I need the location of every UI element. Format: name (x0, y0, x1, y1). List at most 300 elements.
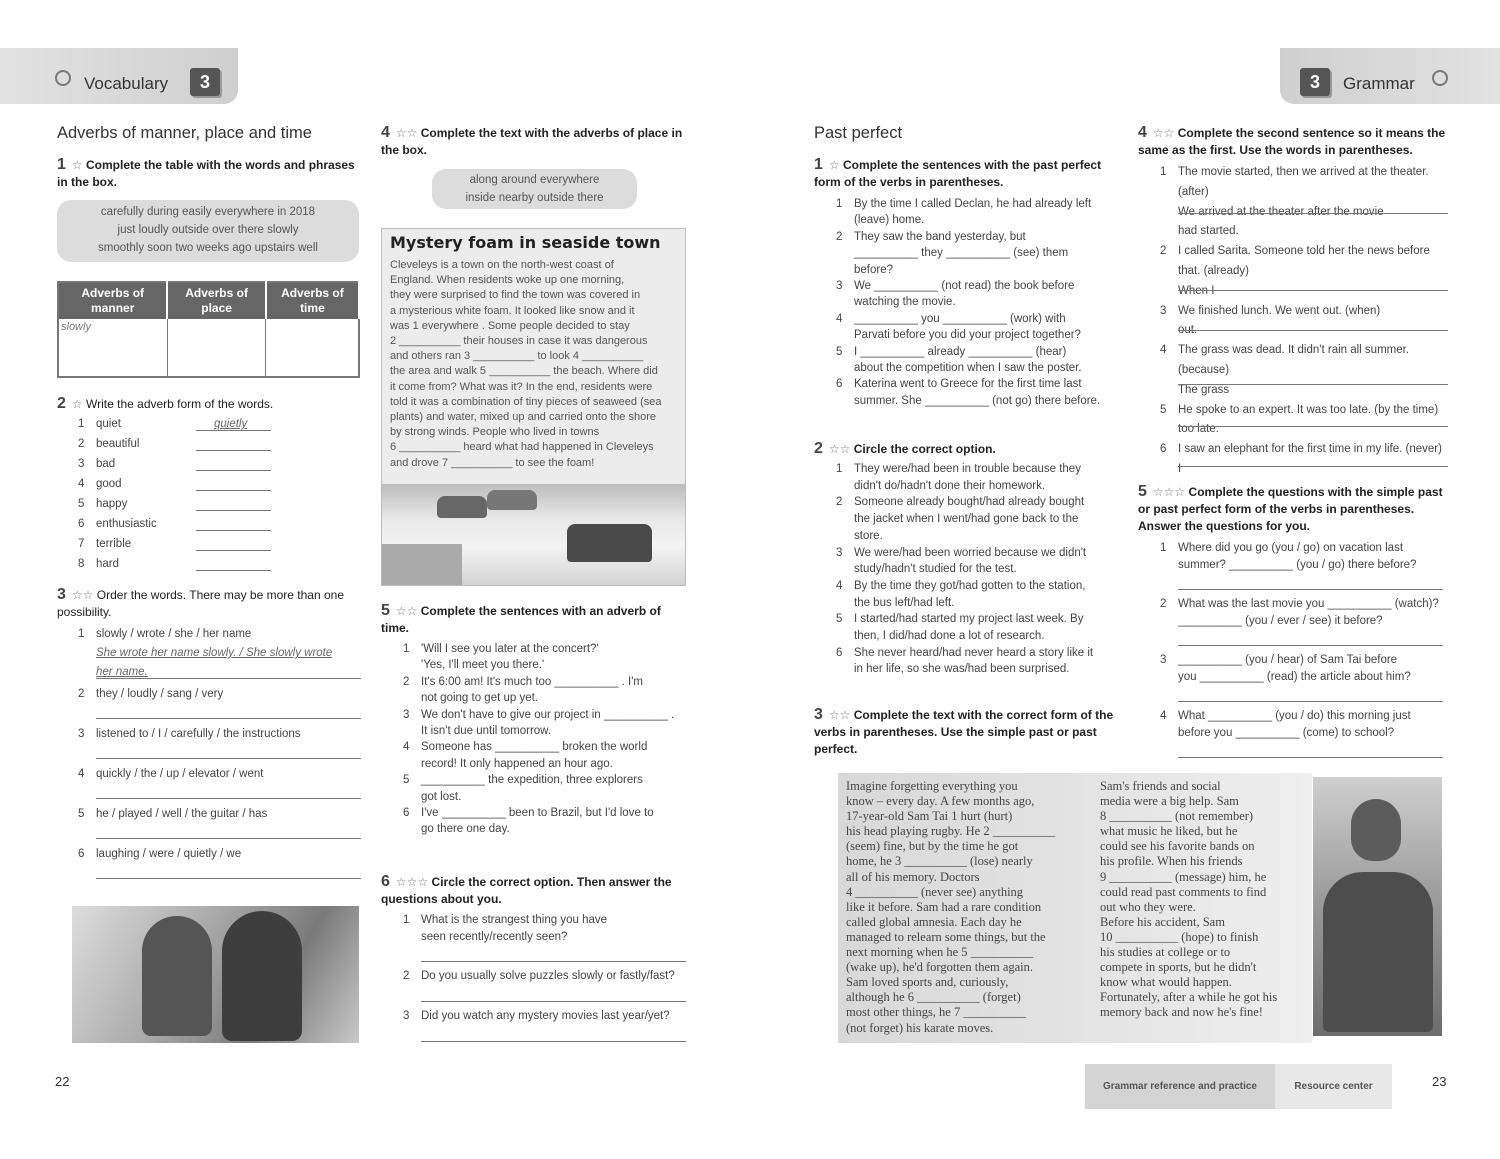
exercise-3-heading: 3 ☆☆ Complete the text with the correct form of the verbs in parentheses. Use the simple past or past perfect. (814, 706, 1114, 756)
article-line: Cleveleys is a town on the north-west coast of (390, 259, 614, 271)
item-text: What is the strangest thing you have (421, 914, 608, 926)
item-number: 3 (403, 1010, 410, 1022)
list-item (1160, 223, 1455, 239)
item-text: They saw the band yesterday, but (854, 230, 1026, 243)
item-number: 2 (1160, 245, 1167, 258)
person-silhouette (142, 916, 212, 1036)
car (487, 490, 537, 510)
item-text: listened to / I / carefully / the instructions (96, 728, 301, 740)
story-line: his profile. When his friends (1100, 854, 1243, 869)
table-header: Adverbs of manner (58, 282, 167, 319)
list-item (1160, 243, 1455, 259)
answer-line (421, 1041, 686, 1042)
exercise-5-heading: 5 ☆☆☆ Complete the questions with the simple past or past perfect form of the verbs in parentheses. Answer the questions for you. (1138, 483, 1443, 533)
section-title: Past perfect (814, 124, 903, 142)
list-item (403, 912, 693, 928)
exercise-4-heading: 4 ☆☆ Complete the text with the adverbs of place in the box. (381, 124, 683, 157)
list-item (1160, 184, 1455, 200)
item-text: The grass was dead. It didn't rain all summer. (1178, 344, 1410, 357)
page-number: 22 (55, 1074, 70, 1089)
item-number: 1 (403, 914, 410, 926)
item-text: I started/had started my project last week. By (854, 613, 1084, 626)
item-word: hard (96, 558, 120, 570)
item-text: summer. She __________ (not go) there before. (854, 394, 1101, 407)
item-text: had started. (1178, 225, 1239, 238)
list-item (78, 846, 358, 862)
item-text: What was the last movie you __________ (watch)? (1178, 598, 1439, 610)
item-number: 2 (836, 230, 843, 243)
item-text: you __________ (read) the article about him? (1178, 671, 1411, 683)
item-text: the jacket when I went/had gone back to the (854, 513, 1079, 526)
car (567, 524, 652, 562)
item-text: he / played / well / the guitar / has (96, 808, 268, 820)
item-number: 6 (1160, 443, 1167, 456)
list-item (836, 311, 1126, 327)
item-text: __________ they __________ (see) them (854, 247, 1069, 260)
item-text: watching the movie. (854, 296, 956, 309)
story-line: could read past comments to find (1100, 884, 1267, 899)
singing-photo (72, 906, 359, 1043)
item-number: 5 (78, 498, 85, 510)
article-line: and drove 7 __________ to see the foam! (390, 456, 595, 469)
list-item (836, 561, 1126, 577)
item-text: laughing / were / quietly / we (96, 848, 242, 860)
list-item (1160, 441, 1455, 457)
list-item (403, 772, 688, 788)
table-header: Adverbs of time (266, 282, 359, 319)
item-number: 3 (1160, 654, 1167, 666)
item-text: We were/had been worried because we didn't (854, 546, 1087, 559)
item-number: 5 (78, 808, 85, 820)
item-text: What __________ (you / do) this morning just (1178, 710, 1411, 722)
list-item (1160, 303, 1455, 319)
story-line: 8 __________ (not remember) (1100, 809, 1254, 824)
list-item (836, 376, 1126, 392)
item-word: bad (96, 458, 116, 470)
item-text: Parvati before you did your project together? (854, 329, 1081, 342)
list-item (836, 461, 1126, 477)
adverbs-table (57, 281, 360, 378)
story-line: Before his accident, Sam (1100, 914, 1225, 929)
list-item (836, 511, 1126, 527)
item-word: happy (96, 498, 128, 510)
item-text: quickly / the / up / elevator / went (96, 768, 264, 780)
list-item (1160, 461, 1455, 477)
item-text: Someone already bought/had already bought (854, 496, 1085, 509)
list-item (836, 494, 1126, 510)
answer-line (1178, 701, 1443, 702)
head-silhouette (1351, 799, 1401, 861)
item-text: before? (854, 263, 894, 276)
item-number: 2 (403, 675, 410, 688)
item-text: they / loudly / sang / very (96, 688, 224, 700)
table-header: Adverbs of place (167, 282, 265, 319)
list-item (1160, 402, 1455, 418)
item-number: 6 (78, 848, 85, 860)
answer-example: quietly (214, 418, 248, 430)
item-text: (leave) home. (854, 214, 925, 227)
item-text: summer? __________ (you / go) there before? (1178, 559, 1417, 571)
story-line: called global amnesia. Each day he (846, 914, 1022, 929)
item-text: in her life, so she was/had been surprised. (854, 663, 1070, 676)
item-text: not going to get up yet. (421, 692, 539, 705)
list-item (836, 661, 1126, 677)
item-number: 1 (78, 628, 85, 640)
item-number: 4 (1160, 344, 1167, 357)
item-number: 7 (78, 538, 85, 550)
list-item (403, 723, 688, 739)
article-line: England. When residents woke up one morning, (390, 274, 625, 287)
answer-line (421, 1001, 686, 1002)
item-text: 'Will I see you later at the concert?' (421, 643, 599, 655)
item-number: 3 (1160, 304, 1167, 317)
story-line: home, he 3 __________ (lose) nearly (846, 854, 1033, 869)
story-line: Sam loved sports and, curiously, (846, 975, 1009, 990)
exercise-1-heading: 1 ☆ Complete the sentences with the past perfect form of the verbs in parentheses. (814, 156, 1102, 189)
item-text: Someone has __________ broken the world (421, 741, 648, 754)
item-number: 2 (78, 688, 85, 700)
list-item (836, 628, 1126, 644)
item-number: 4 (836, 579, 843, 592)
item-word: enthusiastic (96, 518, 157, 530)
item-word: good (96, 478, 122, 490)
list-item (403, 707, 688, 723)
list-item (836, 528, 1126, 544)
exercise-5-heading: 5 ☆☆ Complete the sentences with an adverb of time. (381, 602, 661, 635)
list-item (836, 344, 1126, 360)
item-number: 1 (836, 198, 843, 210)
article-line: and others ran 3 __________ to look 4 __________ (390, 350, 644, 363)
list-item (1160, 669, 1455, 685)
list-item (403, 657, 688, 673)
item-number: 4 (78, 768, 85, 780)
story-line: 4 __________ (never see) anything (846, 884, 1024, 899)
story-line: 17-year-old Sam Tai 1 hurt (hurt) (846, 809, 1013, 824)
item-text: out. (1178, 324, 1198, 337)
story-line: (not forget) his karate moves. (846, 1020, 994, 1035)
story-line: (seem) fine, but by the time he got (846, 839, 1019, 854)
item-text: that. (already) (1178, 265, 1249, 277)
item-number: 3 (836, 546, 843, 559)
answer-line (1178, 426, 1448, 427)
item-number: 5 (1160, 403, 1167, 416)
answer-line (196, 570, 271, 571)
item-word: terrible (96, 538, 132, 550)
unit-badge: 3 (1300, 68, 1330, 96)
item-text: before you __________ (come) to school? (1178, 727, 1395, 739)
word-box: carefully during easily everywhere in 2018 just loudly outside over there slowly smoothly soon two weeks ago upstairs well (57, 200, 359, 262)
item-word: beautiful (96, 438, 140, 450)
item-number: 4 (403, 741, 410, 754)
item-text: It's 6:00 am! It's much too __________ . I'm (421, 675, 644, 688)
answer-example: She wrote her name slowly. / She slowly wrote (96, 647, 333, 659)
item-number: 2 (836, 496, 843, 509)
exercise-6-heading: 6 ☆☆☆ Circle the correct option. Then answer the questions about you. (381, 873, 672, 906)
spiral-icon (1432, 70, 1448, 86)
person-silhouette (222, 911, 302, 1041)
article-line: it come from? What was it? In the end, residents were (390, 380, 653, 393)
article-line: told it was a combination of tiny pieces of seaweed (sea (390, 395, 662, 408)
article-line: plants) and water, mixed up and carried onto the shore (390, 411, 656, 424)
answer-line (421, 961, 686, 962)
answer-line (196, 510, 271, 511)
answer-line (96, 838, 361, 839)
article-title: Mystery foam in seaside town (390, 233, 661, 252)
list-item (1160, 708, 1455, 724)
list-item (403, 805, 688, 821)
answer-line (96, 758, 361, 759)
item-text: slowly / wrote / she / her name (96, 628, 252, 640)
list-item (403, 1008, 693, 1024)
story-line: know what would happen. (1100, 975, 1232, 990)
item-text: She never heard/had never heard a story like it (854, 646, 1094, 659)
item-number: 6 (836, 646, 843, 659)
story-line: Imagine forgetting everything you (846, 779, 1018, 793)
item-number: 1 (78, 418, 85, 430)
list-item (1160, 557, 1455, 573)
sam-tai-photo (1313, 777, 1442, 1036)
list-item (403, 674, 688, 690)
body-silhouette (1323, 872, 1433, 1032)
list-item (836, 212, 1126, 228)
list-item (1160, 596, 1455, 612)
grammar-tab-label: Grammar (1343, 74, 1415, 93)
item-text: I called Sarita. Someone told her the news before (1178, 245, 1430, 258)
answer-line (1178, 589, 1443, 590)
list-item (836, 595, 1126, 611)
item-number: 5 (403, 774, 410, 787)
story-line: memory back and now he's fine! (1100, 1005, 1263, 1020)
item-text: didn't do/hadn't done their homework. (854, 479, 1046, 492)
item-number: 1 (836, 463, 843, 475)
list-item (836, 327, 1126, 343)
answer-line (1178, 466, 1448, 467)
car (437, 496, 487, 518)
article-line: the area and walk 5 __________ the beach. Where did (390, 365, 658, 378)
article-line: 2 __________ their houses in case it was dangerous (390, 335, 648, 348)
item-number: 4 (78, 478, 85, 490)
item-text: (after) (1178, 185, 1209, 198)
story-line: Sam's friends and social (1100, 779, 1221, 793)
answer-line (1178, 330, 1448, 331)
item-text: Did you watch any mystery movies last year/yet? (421, 1010, 670, 1022)
item-text: seen recently/recently seen? (421, 931, 568, 943)
story-column (1100, 779, 1312, 1021)
item-text: study/hadn't studied for the test. (854, 563, 1017, 576)
item-text: By the time I called Declan, he had already left (854, 198, 1092, 210)
item-text: The grass (1178, 383, 1230, 396)
answer-line (1178, 213, 1448, 214)
item-text: He spoke to an expert. It was too late. (by the time) (1178, 403, 1439, 416)
page-number: 23 (1432, 1074, 1447, 1089)
item-text: about the competition when I saw the poster. (854, 362, 1082, 374)
list-item (403, 929, 693, 945)
list-item (836, 645, 1126, 661)
list-item (403, 756, 688, 772)
item-text: __________ the expedition, three explorers (421, 774, 643, 787)
item-number: 8 (78, 558, 85, 570)
answer-line (1178, 290, 1448, 291)
table-cell: slowly (58, 319, 167, 377)
item-number: 1 (1160, 542, 1167, 554)
list-item (1160, 204, 1455, 220)
list-item (836, 545, 1126, 561)
answer-line (1178, 757, 1443, 758)
story-column (846, 779, 1098, 1036)
item-number: 3 (403, 708, 410, 721)
list-item (403, 821, 688, 837)
list-item (1160, 613, 1455, 629)
item-text: When I (1178, 284, 1215, 297)
sam-tai-story (838, 773, 1312, 1043)
answer-line (1178, 384, 1448, 385)
list-item (1160, 164, 1455, 180)
item-text: too late. (1178, 423, 1219, 436)
item-text: __________ you __________ (work) with (854, 312, 1066, 325)
list-item (1160, 725, 1455, 741)
spiral-icon (55, 70, 71, 86)
answer-line (96, 798, 361, 799)
list-item (1160, 421, 1455, 437)
list-item (78, 626, 358, 642)
article-line: 6 __________ heard what had happened in Cleveleys (390, 441, 654, 454)
story-line: managed to relearn some things, but the (846, 929, 1046, 944)
answer-line (196, 530, 271, 531)
item-text: store. (854, 529, 883, 542)
story-line: know – every day. A few months ago, (846, 794, 1035, 809)
vocabulary-tab-label: Vocabulary (84, 74, 169, 93)
item-text: It isn't due until tomorrow. (421, 725, 552, 737)
item-number: 5 (836, 613, 843, 626)
item-text: record! It only happened an hour ago. (421, 757, 613, 770)
story-line: what music he liked, but he (1100, 824, 1238, 839)
exercise-2-heading: 2 ☆ Write the adverb form of the words. (57, 395, 274, 412)
item-number: 1 (403, 643, 410, 655)
item-text: We finished lunch. We went out. (when) (1178, 304, 1381, 317)
table-cell (266, 319, 359, 377)
item-number: 6 (78, 518, 85, 530)
grammar-reference-link[interactable]: Grammar reference and practice (1085, 1064, 1275, 1109)
list-item (1160, 342, 1455, 358)
item-word: quiet (96, 418, 121, 430)
answer-line (96, 878, 361, 879)
exercise-1-heading: 1 ☆ Complete the table with the words and phrases in the box. (57, 156, 355, 189)
article-line: they were surprised to find the town was covered in (390, 289, 641, 302)
list-item (78, 806, 358, 822)
item-text: We __________ (not read) the book before (854, 280, 1075, 292)
item-text: By the time they got/had gotten to the station, (854, 579, 1086, 592)
list-item (1160, 263, 1455, 279)
answer-line (196, 550, 271, 551)
story-line: next morning when he 5 __________ (846, 945, 1034, 960)
item-number: 2 (1160, 598, 1167, 610)
item-number: 2 (78, 438, 85, 450)
list-item (403, 968, 693, 984)
exercise-3-heading: 3 ☆☆ Order the words. There may be more than one possibility. (57, 586, 345, 619)
item-text: I've __________ been to Brazil, but I'd love to (421, 807, 654, 819)
item-text: We arrived at the theater after the movie (1178, 205, 1384, 218)
list-item (78, 686, 358, 702)
story-line: Fortunately, after a while he got his (1100, 990, 1278, 1005)
story-line: compete in sports, but he didn't (1100, 960, 1257, 975)
answer-line (96, 718, 361, 719)
item-text: Katerina went to Greece for the first time last (854, 378, 1082, 391)
item-text: go there one day. (421, 823, 510, 836)
item-number: 5 (836, 345, 843, 358)
list-item (836, 229, 1126, 245)
list-item (403, 739, 688, 755)
item-text: __________ (you / hear) of Sam Tai before (1178, 654, 1398, 666)
list-item (403, 789, 688, 805)
list-item (836, 611, 1126, 627)
answer-line (196, 450, 271, 451)
item-number: 3 (78, 728, 85, 740)
word-box: along around everywhere inside nearby outside there (432, 169, 637, 209)
item-text: (because) (1178, 364, 1230, 376)
list-item (1160, 362, 1455, 378)
item-text: 'Yes, I'll meet you there.' (421, 659, 545, 672)
mystery-foam-article (381, 228, 686, 586)
item-number: 6 (403, 807, 410, 819)
item-number: 2 (403, 970, 410, 982)
item-number: 3 (836, 280, 843, 292)
story-line: most other things, he 7 __________ (846, 1005, 1026, 1020)
item-number: 3 (78, 458, 85, 470)
answer-line (1178, 645, 1443, 646)
item-text: __________ (you / ever / see) it before? (1178, 615, 1383, 627)
article-line: was 1 everywhere . Some people decided to stay (390, 319, 630, 332)
item-number: 4 (1160, 710, 1167, 722)
exercise-4-heading: 4 ☆☆ Complete the second sentence so it means the same as the first. Use the words in parentheses. (1138, 124, 1446, 157)
answer-example: her name. (96, 666, 148, 678)
item-text: The movie started, then we arrived at the theater. (1178, 166, 1429, 178)
story-line: could see his favorite bands on (1100, 839, 1255, 854)
list-item (403, 641, 688, 657)
list-item (403, 690, 688, 706)
story-line: media were a big help. Sam (1100, 794, 1239, 809)
list-item (78, 766, 358, 782)
list-item (78, 726, 358, 742)
exercise-2-heading: 2 ☆☆ Circle the correct option. (814, 440, 996, 457)
story-line: his studies at college or to (1100, 945, 1231, 960)
item-number: 1 (1160, 166, 1167, 178)
resource-center-link[interactable]: Resource center (1275, 1064, 1392, 1109)
item-text: I saw an elephant for the first time in my life. (never) (1178, 443, 1442, 456)
snowy-street-photo (382, 484, 686, 586)
table-cell (167, 319, 265, 377)
item-number: 4 (836, 312, 843, 325)
list-item (836, 478, 1126, 494)
item-text: then, I did/had done a lot of research. (854, 630, 1045, 642)
item-text: Do you usually solve puzzles slowly or fastly/fast? (421, 970, 675, 982)
list-item (836, 245, 1126, 261)
story-line: 9 __________ (message) him, he (1100, 869, 1267, 884)
list-item (1160, 652, 1455, 668)
article-line: by strong winds. People who lived in towns (390, 426, 600, 439)
list-item (836, 294, 1126, 310)
item-text: We don't have to give our project in __________ . (421, 708, 675, 721)
list-item (836, 196, 1126, 212)
list-item (836, 262, 1126, 278)
item-text: I (1178, 463, 1182, 475)
story-line: all of his memory. Doctors (846, 869, 980, 884)
item-text: the bus left/had left. (854, 596, 955, 609)
article-line: a mysterious white foam. It looked like snow and it (390, 304, 635, 317)
item-number: 6 (836, 378, 843, 391)
item-text: I __________ already __________ (hear) (854, 345, 1067, 358)
answer-line (196, 490, 271, 491)
list-item (836, 278, 1126, 294)
